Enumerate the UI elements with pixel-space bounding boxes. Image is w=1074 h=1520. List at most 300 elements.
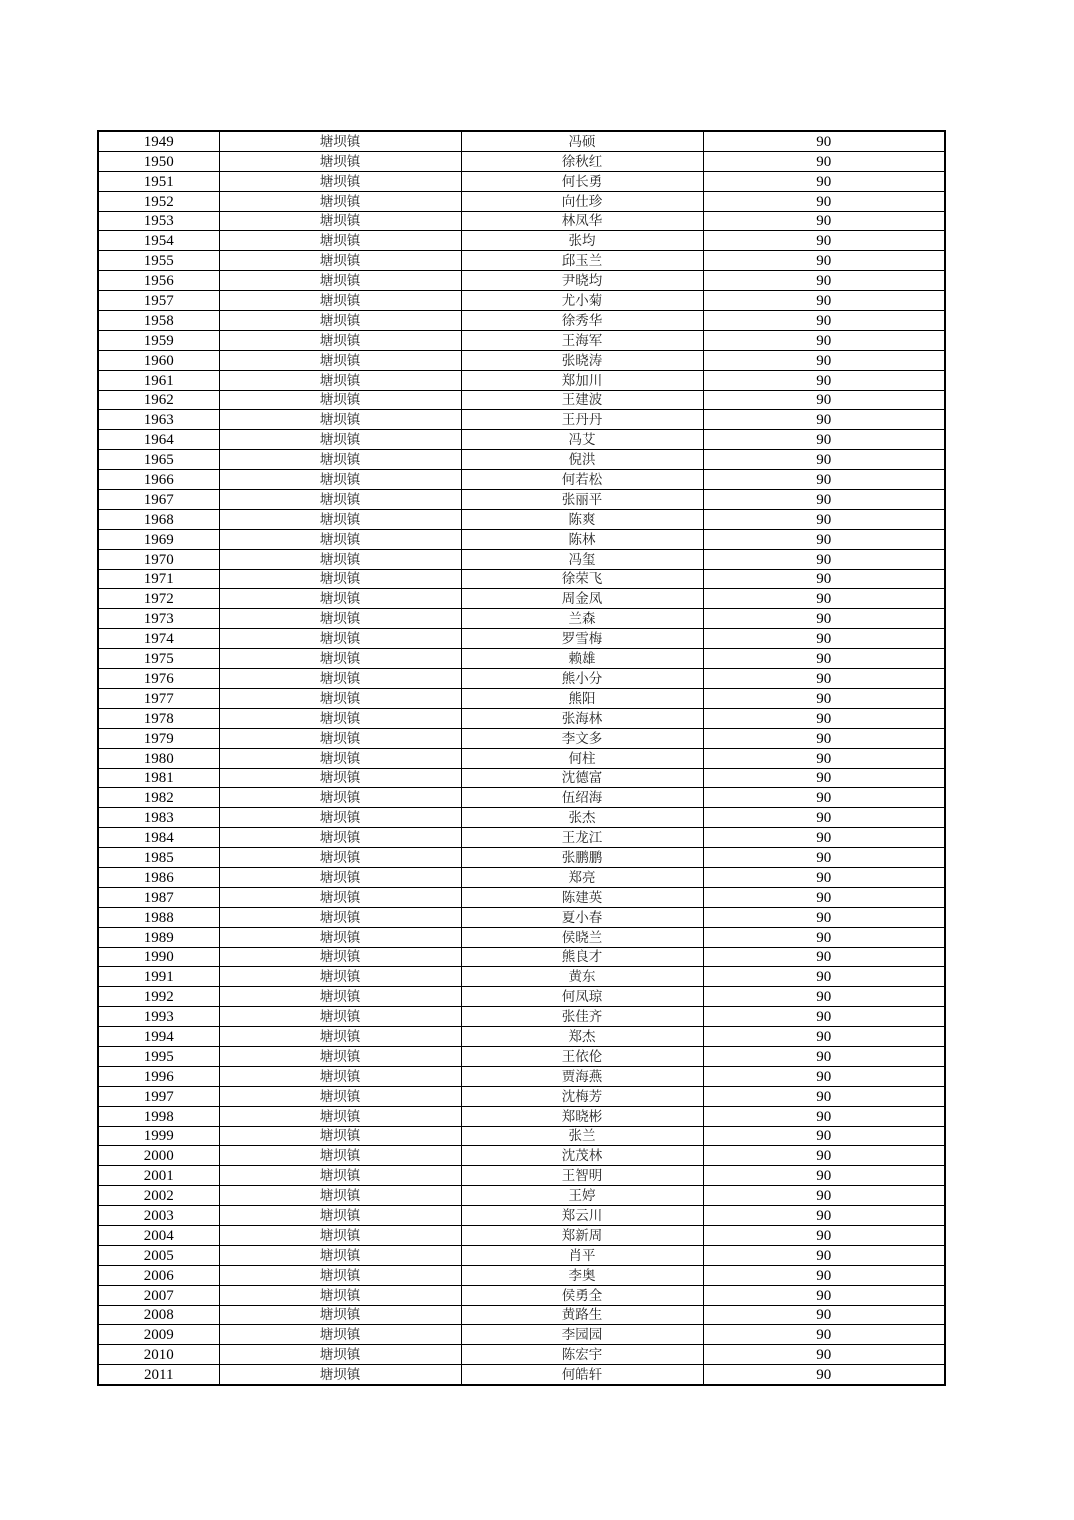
town-cell: 塘坝镇 — [219, 549, 461, 569]
score-cell: 90 — [703, 509, 945, 529]
town-cell: 塘坝镇 — [219, 1046, 461, 1066]
table-row — [98, 728, 945, 748]
table-row — [98, 470, 945, 490]
town-cell: 塘坝镇 — [219, 1146, 461, 1166]
score-cell: 90 — [703, 529, 945, 549]
person-name-cell: 陈爽 — [461, 509, 703, 529]
person-name-cell: 王海军 — [461, 330, 703, 350]
town-cell: 塘坝镇 — [219, 291, 461, 311]
row-number-cell: 2000 — [98, 1146, 219, 1166]
person-name-cell: 张海林 — [461, 708, 703, 728]
town-cell: 塘坝镇 — [219, 1086, 461, 1106]
table-row — [98, 151, 945, 171]
row-number-cell: 1998 — [98, 1106, 219, 1126]
score-cell: 90 — [703, 490, 945, 510]
score-cell: 90 — [703, 1285, 945, 1305]
score-cell: 90 — [703, 1345, 945, 1365]
town-cell: 塘坝镇 — [219, 748, 461, 768]
row-number-cell: 1958 — [98, 311, 219, 331]
score-cell: 90 — [703, 649, 945, 669]
score-cell: 90 — [703, 808, 945, 828]
town-cell: 塘坝镇 — [219, 887, 461, 907]
table-row — [98, 211, 945, 231]
person-name-cell: 侯勇全 — [461, 1285, 703, 1305]
table-row — [98, 1186, 945, 1206]
table-row — [98, 191, 945, 211]
person-name-cell: 邱玉兰 — [461, 251, 703, 271]
person-name-cell: 张均 — [461, 231, 703, 251]
town-cell: 塘坝镇 — [219, 470, 461, 490]
row-number-cell: 1965 — [98, 450, 219, 470]
person-name-cell: 尤小菊 — [461, 291, 703, 311]
town-cell: 塘坝镇 — [219, 1365, 461, 1385]
row-number-cell: 1971 — [98, 569, 219, 589]
table-row — [98, 848, 945, 868]
row-number-cell: 1950 — [98, 151, 219, 171]
score-cell: 90 — [703, 430, 945, 450]
town-cell: 塘坝镇 — [219, 151, 461, 171]
row-number-cell: 2002 — [98, 1186, 219, 1206]
table-row — [98, 589, 945, 609]
town-cell: 塘坝镇 — [219, 1106, 461, 1126]
town-cell: 塘坝镇 — [219, 947, 461, 967]
score-cell: 90 — [703, 291, 945, 311]
row-number-cell: 1978 — [98, 708, 219, 728]
town-cell: 塘坝镇 — [219, 450, 461, 470]
table-row — [98, 1206, 945, 1226]
score-cell: 90 — [703, 1007, 945, 1027]
person-name-cell: 沈梅芳 — [461, 1086, 703, 1106]
person-name-cell: 王龙江 — [461, 828, 703, 848]
town-cell: 塘坝镇 — [219, 1305, 461, 1325]
town-cell: 塘坝镇 — [219, 251, 461, 271]
table-row — [98, 410, 945, 430]
town-cell: 塘坝镇 — [219, 828, 461, 848]
person-name-cell: 李奥 — [461, 1265, 703, 1285]
score-cell: 90 — [703, 1365, 945, 1385]
row-number-cell: 1984 — [98, 828, 219, 848]
score-cell: 90 — [703, 390, 945, 410]
table-row — [98, 1325, 945, 1345]
score-cell: 90 — [703, 987, 945, 1007]
row-number-cell: 2007 — [98, 1285, 219, 1305]
table-row — [98, 927, 945, 947]
town-cell: 塘坝镇 — [219, 1166, 461, 1186]
table-row — [98, 509, 945, 529]
town-cell: 塘坝镇 — [219, 1126, 461, 1146]
table-row — [98, 1046, 945, 1066]
town-cell: 塘坝镇 — [219, 907, 461, 927]
table-row — [98, 808, 945, 828]
score-cell: 90 — [703, 569, 945, 589]
table-row — [98, 967, 945, 987]
row-number-cell: 1964 — [98, 430, 219, 450]
score-cell: 90 — [703, 1106, 945, 1126]
person-name-cell: 黄东 — [461, 967, 703, 987]
score-cell: 90 — [703, 768, 945, 788]
town-cell: 塘坝镇 — [219, 131, 461, 151]
row-number-cell: 1969 — [98, 529, 219, 549]
table-row — [98, 1146, 945, 1166]
person-name-cell: 徐秋红 — [461, 151, 703, 171]
town-cell: 塘坝镇 — [219, 848, 461, 868]
row-number-cell: 1992 — [98, 987, 219, 1007]
town-cell: 塘坝镇 — [219, 490, 461, 510]
score-cell: 90 — [703, 330, 945, 350]
score-cell: 90 — [703, 370, 945, 390]
table-row — [98, 1106, 945, 1126]
row-number-cell: 1993 — [98, 1007, 219, 1027]
score-cell: 90 — [703, 1206, 945, 1226]
person-name-cell: 熊小分 — [461, 669, 703, 689]
town-cell: 塘坝镇 — [219, 211, 461, 231]
person-name-cell: 冯玺 — [461, 549, 703, 569]
row-number-cell: 1956 — [98, 271, 219, 291]
person-name-cell: 陈宏宇 — [461, 1345, 703, 1365]
row-number-cell: 1976 — [98, 669, 219, 689]
table-row — [98, 350, 945, 370]
person-name-cell: 郑加川 — [461, 370, 703, 390]
person-name-cell: 郑云川 — [461, 1206, 703, 1226]
score-cell: 90 — [703, 788, 945, 808]
score-cell: 90 — [703, 151, 945, 171]
row-number-cell: 1949 — [98, 131, 219, 151]
town-cell: 塘坝镇 — [219, 629, 461, 649]
town-cell: 塘坝镇 — [219, 529, 461, 549]
score-cell: 90 — [703, 1146, 945, 1166]
town-cell: 塘坝镇 — [219, 1186, 461, 1206]
row-number-cell: 1982 — [98, 788, 219, 808]
table-row — [98, 1365, 945, 1385]
row-number-cell: 1983 — [98, 808, 219, 828]
person-name-cell: 赖雄 — [461, 649, 703, 669]
table-row — [98, 669, 945, 689]
person-name-cell: 周金凤 — [461, 589, 703, 609]
row-number-cell: 2008 — [98, 1305, 219, 1325]
person-name-cell: 李园园 — [461, 1325, 703, 1345]
table-row — [98, 490, 945, 510]
person-name-cell: 兰森 — [461, 609, 703, 629]
score-cell: 90 — [703, 669, 945, 689]
table-row — [98, 688, 945, 708]
score-cell: 90 — [703, 1186, 945, 1206]
row-number-cell: 2003 — [98, 1206, 219, 1226]
table-row — [98, 1086, 945, 1106]
score-cell: 90 — [703, 1325, 945, 1345]
row-number-cell: 1981 — [98, 768, 219, 788]
person-name-cell: 向仕珍 — [461, 191, 703, 211]
town-cell: 塘坝镇 — [219, 1265, 461, 1285]
person-name-cell: 张兰 — [461, 1126, 703, 1146]
row-number-cell: 1980 — [98, 748, 219, 768]
row-number-cell: 1994 — [98, 1027, 219, 1047]
table-row — [98, 549, 945, 569]
town-cell: 塘坝镇 — [219, 669, 461, 689]
table-row — [98, 1285, 945, 1305]
town-cell: 塘坝镇 — [219, 569, 461, 589]
table-row — [98, 1126, 945, 1146]
person-name-cell: 夏小春 — [461, 907, 703, 927]
town-cell: 塘坝镇 — [219, 390, 461, 410]
row-number-cell: 1985 — [98, 848, 219, 868]
table-row — [98, 1265, 945, 1285]
person-name-cell: 王婷 — [461, 1186, 703, 1206]
row-number-cell: 2011 — [98, 1365, 219, 1385]
row-number-cell: 1962 — [98, 390, 219, 410]
person-name-cell: 郑晓彬 — [461, 1106, 703, 1126]
person-name-cell: 郑亮 — [461, 867, 703, 887]
town-cell: 塘坝镇 — [219, 589, 461, 609]
person-name-cell: 张晓涛 — [461, 350, 703, 370]
table-row — [98, 390, 945, 410]
table-row — [98, 1066, 945, 1086]
row-number-cell: 1951 — [98, 171, 219, 191]
row-number-cell: 1963 — [98, 410, 219, 430]
town-cell: 塘坝镇 — [219, 171, 461, 191]
row-number-cell: 1986 — [98, 867, 219, 887]
row-number-cell: 1968 — [98, 509, 219, 529]
score-cell: 90 — [703, 947, 945, 967]
table-row — [98, 1007, 945, 1027]
person-name-cell: 张杰 — [461, 808, 703, 828]
person-name-cell: 倪洪 — [461, 450, 703, 470]
town-cell: 塘坝镇 — [219, 708, 461, 728]
row-number-cell: 1959 — [98, 330, 219, 350]
town-cell: 塘坝镇 — [219, 867, 461, 887]
row-number-cell: 1966 — [98, 470, 219, 490]
score-cell: 90 — [703, 470, 945, 490]
score-cell: 90 — [703, 410, 945, 430]
row-number-cell: 1988 — [98, 907, 219, 927]
row-number-cell: 2009 — [98, 1325, 219, 1345]
table-row — [98, 748, 945, 768]
table-row — [98, 649, 945, 669]
score-cell: 90 — [703, 1126, 945, 1146]
score-cell: 90 — [703, 887, 945, 907]
town-cell: 塘坝镇 — [219, 271, 461, 291]
person-name-cell: 张鹏鹏 — [461, 848, 703, 868]
town-cell: 塘坝镇 — [219, 768, 461, 788]
score-cell: 90 — [703, 1265, 945, 1285]
table-row — [98, 251, 945, 271]
row-number-cell: 1987 — [98, 887, 219, 907]
person-name-cell: 徐荣飞 — [461, 569, 703, 589]
score-cell: 90 — [703, 131, 945, 151]
score-cell: 90 — [703, 1086, 945, 1106]
table-row — [98, 629, 945, 649]
row-number-cell: 1975 — [98, 649, 219, 669]
town-cell: 塘坝镇 — [219, 330, 461, 350]
score-cell: 90 — [703, 688, 945, 708]
row-number-cell: 1960 — [98, 350, 219, 370]
town-cell: 塘坝镇 — [219, 688, 461, 708]
row-number-cell: 1957 — [98, 291, 219, 311]
table-row — [98, 1166, 945, 1186]
table-row — [98, 131, 945, 151]
score-cell: 90 — [703, 1305, 945, 1325]
table-row — [98, 1225, 945, 1245]
person-name-cell: 何皓轩 — [461, 1365, 703, 1385]
person-name-cell: 何若松 — [461, 470, 703, 490]
row-number-cell: 1979 — [98, 728, 219, 748]
roster-table-body — [98, 131, 945, 1385]
roster-table — [97, 130, 946, 1386]
person-name-cell: 贾海燕 — [461, 1066, 703, 1086]
table-row — [98, 311, 945, 331]
score-cell: 90 — [703, 171, 945, 191]
row-number-cell: 1955 — [98, 251, 219, 271]
table-row — [98, 271, 945, 291]
town-cell: 塘坝镇 — [219, 1345, 461, 1365]
row-number-cell: 1970 — [98, 549, 219, 569]
table-row — [98, 708, 945, 728]
table-row — [98, 291, 945, 311]
score-cell: 90 — [703, 350, 945, 370]
person-name-cell: 沈德富 — [461, 768, 703, 788]
person-name-cell: 陈建英 — [461, 887, 703, 907]
town-cell: 塘坝镇 — [219, 1245, 461, 1265]
table-row — [98, 231, 945, 251]
score-cell: 90 — [703, 828, 945, 848]
town-cell: 塘坝镇 — [219, 967, 461, 987]
row-number-cell: 2001 — [98, 1166, 219, 1186]
row-number-cell: 1967 — [98, 490, 219, 510]
person-name-cell: 张佳齐 — [461, 1007, 703, 1027]
row-number-cell: 2010 — [98, 1345, 219, 1365]
row-number-cell: 1953 — [98, 211, 219, 231]
town-cell: 塘坝镇 — [219, 1206, 461, 1226]
row-number-cell: 1972 — [98, 589, 219, 609]
table-row — [98, 1305, 945, 1325]
row-number-cell: 2004 — [98, 1225, 219, 1245]
score-cell: 90 — [703, 708, 945, 728]
person-name-cell: 伍绍海 — [461, 788, 703, 808]
town-cell: 塘坝镇 — [219, 1066, 461, 1086]
town-cell: 塘坝镇 — [219, 1325, 461, 1345]
score-cell: 90 — [703, 1046, 945, 1066]
town-cell: 塘坝镇 — [219, 350, 461, 370]
score-cell: 90 — [703, 191, 945, 211]
person-name-cell: 徐秀华 — [461, 311, 703, 331]
row-number-cell: 1974 — [98, 629, 219, 649]
table-row — [98, 171, 945, 191]
row-number-cell: 1954 — [98, 231, 219, 251]
table-row — [98, 529, 945, 549]
town-cell: 塘坝镇 — [219, 1027, 461, 1047]
table-row — [98, 609, 945, 629]
score-cell: 90 — [703, 867, 945, 887]
score-cell: 90 — [703, 1027, 945, 1047]
table-row — [98, 768, 945, 788]
score-cell: 90 — [703, 609, 945, 629]
person-name-cell: 冯艾 — [461, 430, 703, 450]
table-row — [98, 788, 945, 808]
town-cell: 塘坝镇 — [219, 410, 461, 430]
row-number-cell: 1973 — [98, 609, 219, 629]
score-cell: 90 — [703, 629, 945, 649]
row-number-cell: 2006 — [98, 1265, 219, 1285]
person-name-cell: 李文多 — [461, 728, 703, 748]
score-cell: 90 — [703, 251, 945, 271]
person-name-cell: 郑新周 — [461, 1225, 703, 1245]
town-cell: 塘坝镇 — [219, 231, 461, 251]
score-cell: 90 — [703, 848, 945, 868]
town-cell: 塘坝镇 — [219, 370, 461, 390]
row-number-cell: 1999 — [98, 1126, 219, 1146]
table-row — [98, 1345, 945, 1365]
table-row — [98, 450, 945, 470]
table-row — [98, 867, 945, 887]
person-name-cell: 熊良才 — [461, 947, 703, 967]
person-name-cell: 郑杰 — [461, 1027, 703, 1047]
row-number-cell: 1991 — [98, 967, 219, 987]
person-name-cell: 罗雪梅 — [461, 629, 703, 649]
table-row — [98, 1245, 945, 1265]
row-number-cell: 1989 — [98, 927, 219, 947]
town-cell: 塘坝镇 — [219, 609, 461, 629]
table-row — [98, 330, 945, 350]
score-cell: 90 — [703, 927, 945, 947]
score-cell: 90 — [703, 1225, 945, 1245]
town-cell: 塘坝镇 — [219, 808, 461, 828]
score-cell: 90 — [703, 450, 945, 470]
score-cell: 90 — [703, 311, 945, 331]
person-name-cell: 林凤华 — [461, 211, 703, 231]
table-row — [98, 887, 945, 907]
person-name-cell: 何凤琼 — [461, 987, 703, 1007]
score-cell: 90 — [703, 589, 945, 609]
score-cell: 90 — [703, 907, 945, 927]
row-number-cell: 1996 — [98, 1066, 219, 1086]
town-cell: 塘坝镇 — [219, 1225, 461, 1245]
table-row — [98, 947, 945, 967]
score-cell: 90 — [703, 231, 945, 251]
row-number-cell: 1995 — [98, 1046, 219, 1066]
person-name-cell: 陈林 — [461, 529, 703, 549]
score-cell: 90 — [703, 1066, 945, 1086]
person-name-cell: 沈茂林 — [461, 1146, 703, 1166]
person-name-cell: 王建波 — [461, 390, 703, 410]
person-name-cell: 黄路生 — [461, 1305, 703, 1325]
person-name-cell: 何柱 — [461, 748, 703, 768]
score-cell: 90 — [703, 728, 945, 748]
row-number-cell: 1961 — [98, 370, 219, 390]
table-row — [98, 569, 945, 589]
town-cell: 塘坝镇 — [219, 1007, 461, 1027]
person-name-cell: 冯硕 — [461, 131, 703, 151]
person-name-cell: 王依伦 — [461, 1046, 703, 1066]
score-cell: 90 — [703, 1166, 945, 1186]
score-cell: 90 — [703, 211, 945, 231]
town-cell: 塘坝镇 — [219, 1285, 461, 1305]
row-number-cell: 1952 — [98, 191, 219, 211]
table-row — [98, 430, 945, 450]
score-cell: 90 — [703, 1245, 945, 1265]
table-row — [98, 987, 945, 1007]
person-name-cell: 张丽平 — [461, 490, 703, 510]
table-row — [98, 828, 945, 848]
score-cell: 90 — [703, 549, 945, 569]
town-cell: 塘坝镇 — [219, 191, 461, 211]
table-row — [98, 370, 945, 390]
table-row — [98, 907, 945, 927]
row-number-cell: 1997 — [98, 1086, 219, 1106]
row-number-cell: 1977 — [98, 688, 219, 708]
row-number-cell: 1990 — [98, 947, 219, 967]
person-name-cell: 王丹丹 — [461, 410, 703, 430]
person-name-cell: 尹晓均 — [461, 271, 703, 291]
town-cell: 塘坝镇 — [219, 649, 461, 669]
